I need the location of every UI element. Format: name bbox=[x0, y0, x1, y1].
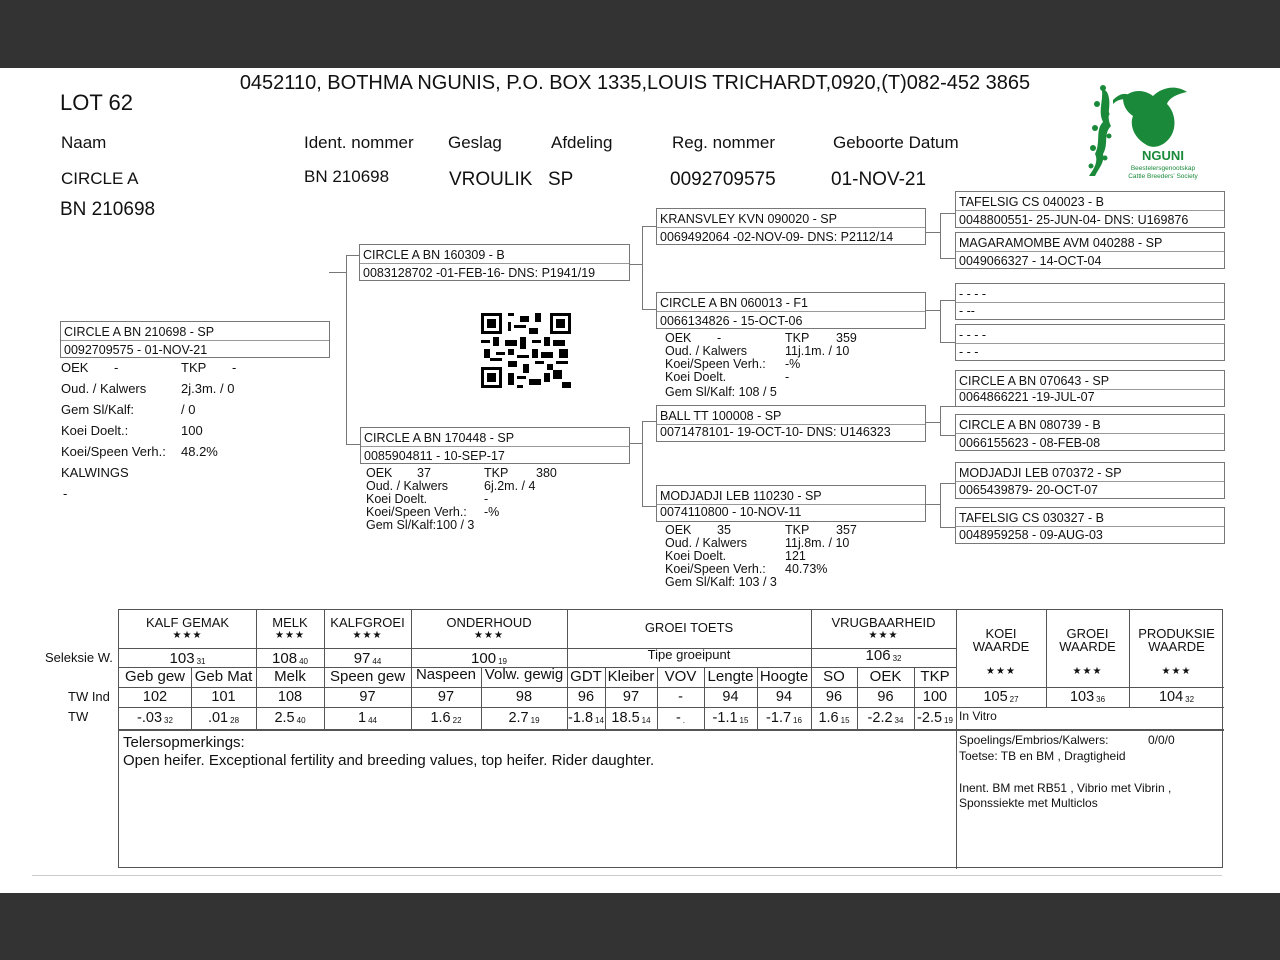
logo-name: NGUNI bbox=[1142, 148, 1184, 163]
stars-icon: ★★★ bbox=[986, 666, 1016, 677]
accuracy: 19 bbox=[498, 657, 507, 666]
dam-oud-label: Oud. / Kalwers bbox=[366, 479, 448, 493]
sd-doelt-label: Koei Doelt. bbox=[665, 370, 727, 384]
stars-icon: ★★★ bbox=[275, 630, 305, 641]
twind-cell: 96 bbox=[877, 689, 894, 705]
sire-dam-line2: 0066134826 - 15-OCT-06 bbox=[660, 314, 803, 328]
value: 1.6 bbox=[818, 710, 839, 726]
value: 2.7 bbox=[508, 710, 529, 726]
accuracy: 40 bbox=[299, 657, 308, 666]
twind-cell: 96 bbox=[577, 689, 595, 705]
tw-cell bbox=[119, 710, 191, 726]
row-label-seleksie: Seleksie W. bbox=[45, 650, 113, 665]
accuracy: 19 bbox=[530, 716, 540, 725]
gen3-line2: 0066155623 - 08-FEB-08 bbox=[959, 436, 1101, 450]
subject-tkp-label: TKP bbox=[181, 360, 207, 375]
accuracy: 32 bbox=[164, 716, 173, 725]
dam-box bbox=[360, 427, 630, 464]
subheader-vov: VOV bbox=[664, 668, 697, 685]
gen3-box-4 bbox=[955, 324, 1225, 361]
subject-verh-label: Koei/Speen Verh.: bbox=[61, 444, 166, 459]
group-name: KALF GEMAK bbox=[145, 615, 230, 630]
animal-ident: BN 210698 bbox=[304, 167, 390, 186]
subject-gem-label: Gem Sl/Kalf: bbox=[61, 402, 134, 417]
dd-verh-label: Koei/Speen Verh.: bbox=[665, 562, 766, 576]
dam-dam-box bbox=[656, 485, 926, 522]
subject-gem-value: / 0 bbox=[181, 402, 196, 417]
tw-cell bbox=[657, 710, 704, 726]
subheader-oek: OEK bbox=[869, 668, 902, 685]
dam-dam-line2: 0074110800 - 10-NOV-11 bbox=[660, 505, 802, 519]
dam-sire-line2: 0071478101- 19-OCT-10- DNS: U146323 bbox=[660, 425, 891, 439]
qr-code-icon bbox=[481, 313, 571, 388]
tw-cell bbox=[914, 710, 956, 726]
subject-line2: 0092709575 - 01-NOV-21 bbox=[64, 343, 208, 357]
sire-sire-line1: KRANSVLEY KVN 090020 - SP bbox=[660, 212, 837, 226]
gen3-line1: MODJADJI LEB 070372 - SP bbox=[959, 466, 1122, 480]
dam-verh-value: -% bbox=[484, 505, 500, 519]
spoelings-value: 0/0/0 bbox=[1148, 733, 1175, 747]
stars-icon: ★★★ bbox=[1161, 666, 1192, 677]
subheader-volw-gewig: Volw. gewig bbox=[484, 666, 564, 683]
subject-box bbox=[60, 321, 330, 358]
twind-cell: 98 bbox=[515, 689, 533, 705]
header-reg: Reg. nommer bbox=[672, 133, 775, 152]
value: 18.5 bbox=[611, 710, 640, 726]
stars-icon: ★★★ bbox=[868, 630, 899, 641]
subject-oud-label: Oud. / Kalwers bbox=[61, 381, 147, 396]
group-vrugbaarheid bbox=[811, 616, 956, 642]
breeding-values-table bbox=[118, 609, 1223, 868]
tw-cell bbox=[324, 710, 411, 726]
twind-cell: - bbox=[678, 689, 683, 705]
dd-oud-label: Oud. / Kalwers bbox=[665, 536, 747, 550]
accuracy: 44 bbox=[372, 657, 382, 666]
sire-dam-line1: CIRCLE A BN 060013 - F1 bbox=[660, 296, 808, 310]
dam-oek-value: 37 bbox=[417, 466, 431, 480]
spoelings-label: Spoelings/Embrios/Kalwers: bbox=[959, 733, 1109, 747]
lot-number: LOT 62 bbox=[60, 90, 133, 115]
subheader-melk: Melk bbox=[274, 668, 306, 685]
gen3-line1: TAFELSIG CS 030327 - B bbox=[959, 511, 1104, 525]
header-afdeling: Afdeling bbox=[551, 133, 613, 152]
stars-icon: ★★★ bbox=[352, 630, 383, 641]
dam-sire-box bbox=[656, 405, 926, 442]
waarde-name: GROEI WAARDE bbox=[1059, 626, 1116, 654]
accuracy: 15 bbox=[840, 716, 850, 725]
accuracy: 44 bbox=[368, 716, 377, 725]
gen3-box-1 bbox=[955, 191, 1225, 228]
accuracy: 15 bbox=[739, 716, 749, 725]
subject-verh-value: 48.2% bbox=[181, 444, 218, 459]
accuracy: 40 bbox=[296, 716, 306, 725]
gen3-line1: TAFELSIG CS 040023 - B bbox=[959, 195, 1104, 209]
twind-cell: 94 bbox=[722, 689, 739, 705]
remarks-text: Open heifer. Exceptional fertility and breeding values, top heifer. Rider daughter. bbox=[123, 752, 655, 769]
gen3-line1: CIRCLE A BN 080739 - B bbox=[959, 418, 1101, 432]
dam-doelt-value: - bbox=[484, 492, 489, 506]
toetse-text: Toetse: TB en BM , Dragtigheid bbox=[959, 749, 1126, 763]
sd-oud-value: 11j.1m. / 10 bbox=[785, 344, 850, 358]
group-onderhoud bbox=[411, 616, 567, 642]
tw-cell bbox=[411, 710, 481, 726]
value: .01 bbox=[207, 710, 229, 726]
subject-doelt-value: 100 bbox=[181, 423, 203, 438]
sire-line1: CIRCLE A BN 160309 - B bbox=[363, 248, 505, 262]
value: 1 bbox=[358, 710, 367, 726]
gen3-line2: - - - bbox=[959, 345, 979, 359]
accuracy: 28 bbox=[230, 716, 240, 725]
value: -1.7 bbox=[766, 710, 792, 726]
value: 100 bbox=[471, 650, 497, 667]
gen3-line2: - -- bbox=[959, 304, 975, 318]
subheader-geb-mat: Geb Mat bbox=[194, 668, 253, 685]
owner-details: 0452110, BOTHMA NGUNIS, P.O. BOX 1335,LOUIS TRICHARDT,0920,(T)082-452 3865 bbox=[239, 72, 1031, 94]
dam-verh-label: Koei/Speen Verh.: bbox=[366, 505, 467, 519]
subject-oud-value: 2j.3m. / 0 bbox=[181, 381, 235, 396]
seleksie-kalf-gemak bbox=[119, 650, 256, 667]
sd-verh-label: Koei/Speen Verh.: bbox=[665, 357, 766, 371]
koei-waarde-value bbox=[956, 689, 1046, 705]
subheader-geb-gew: Geb gew bbox=[124, 668, 186, 685]
tw-cell bbox=[857, 710, 914, 726]
sire-box bbox=[359, 244, 630, 281]
subheader-lengte: Lengte bbox=[707, 668, 754, 685]
tw-cell bbox=[256, 710, 324, 726]
logo-sub2: Cattle Breeders' Society bbox=[1128, 173, 1198, 180]
gen3-line1: MAGARAMOMBE AVM 040288 - SP bbox=[959, 236, 1163, 250]
row-label-twind: TW Ind bbox=[68, 689, 110, 704]
stars-icon: ★★★ bbox=[172, 630, 203, 641]
animal-geslag: VROULIK bbox=[449, 169, 533, 190]
value: - bbox=[675, 710, 681, 726]
value: -1.1 bbox=[712, 710, 738, 726]
header-ident: Ident. nommer bbox=[304, 133, 414, 152]
subheader-kleiber: Kleiber bbox=[607, 668, 655, 685]
seleksie-groei-toets: Tipe groeipunt bbox=[647, 647, 731, 662]
subject-oek-value: - bbox=[114, 360, 119, 375]
group-melk bbox=[256, 616, 324, 642]
tw-cell bbox=[191, 710, 256, 726]
header-naam: Naam bbox=[61, 133, 107, 152]
twind-cell: 97 bbox=[359, 689, 376, 705]
animal-geboorte: 01-NOV-21 bbox=[831, 169, 927, 190]
value: 103 bbox=[1069, 689, 1095, 705]
dd-gem: Gem Sl/Kalf: 103 / 3 bbox=[665, 575, 777, 589]
subheader-speen-gew: Speen gew bbox=[329, 668, 406, 685]
logo-sub1: Beestelersgenootskap bbox=[1130, 165, 1196, 172]
koei-waarde-header bbox=[956, 627, 1046, 678]
twind-cell: 94 bbox=[775, 689, 793, 705]
gen3-box-6 bbox=[955, 414, 1225, 451]
twind-cell: 102 bbox=[142, 689, 168, 705]
accuracy: 16 bbox=[793, 716, 802, 725]
animal-reg: 0092709575 bbox=[670, 169, 776, 190]
group-kalf-gemak bbox=[119, 616, 256, 642]
twind-cell: 101 bbox=[211, 689, 236, 705]
sd-tkp-label: TKP bbox=[785, 331, 810, 345]
value: 106 bbox=[865, 647, 891, 664]
nguni-bull-icon bbox=[1083, 78, 1203, 183]
dam-dam-stats bbox=[665, 524, 865, 589]
group-name: GROEI TOETS bbox=[644, 620, 734, 635]
header-geslag: Geslag bbox=[448, 133, 502, 152]
twind-cell: 97 bbox=[437, 689, 455, 705]
produksie-waarde-value bbox=[1129, 689, 1224, 705]
accuracy: 14 bbox=[595, 716, 604, 725]
gen3-line1: - - - - bbox=[959, 287, 987, 301]
accuracy: 27 bbox=[1009, 695, 1019, 704]
twind-cell: 100 bbox=[922, 689, 948, 705]
tw-cell bbox=[757, 710, 811, 726]
dd-verh-value: 40.73% bbox=[785, 562, 828, 576]
value: -2.5 bbox=[917, 710, 943, 726]
nguni-logo bbox=[1083, 78, 1203, 183]
dam-oek-label: OEK bbox=[366, 466, 393, 480]
value: -.03 bbox=[137, 710, 163, 726]
sire-sire-line2: 0069492064 -02-NOV-09- DNS: P2112/14 bbox=[660, 230, 894, 244]
group-name: MELK bbox=[272, 615, 308, 630]
subject-oek-label: OEK bbox=[61, 360, 89, 375]
dam-stats bbox=[366, 467, 566, 532]
dd-doelt-label: Koei Doelt. bbox=[665, 549, 727, 563]
sire-dam-stats bbox=[665, 332, 865, 399]
group-kalfgroei bbox=[324, 616, 411, 642]
animal-naam: CIRCLE A bbox=[61, 169, 139, 188]
gen3-box-7 bbox=[955, 462, 1225, 499]
accuracy: 22 bbox=[452, 716, 462, 725]
inent-line2: Sponssiekte met Multiclos bbox=[959, 796, 1098, 810]
footer-divider bbox=[32, 875, 1222, 876]
subheader-naspeen: Naspeen bbox=[415, 666, 477, 683]
sd-gem: Gem Sl/Kalf: 108 / 5 bbox=[665, 385, 777, 399]
inent-line1: Inent. BM met RB51 , Vibrio met Vibrin , bbox=[959, 781, 1172, 795]
subheader-gdt: GDT bbox=[570, 668, 602, 685]
dd-tkp-label: TKP bbox=[785, 523, 810, 537]
accuracy: . bbox=[682, 716, 686, 725]
gen3-line2: 0065439879- 20-OCT-07 bbox=[959, 483, 1098, 497]
seleksie-vrugbaarheid bbox=[811, 647, 956, 664]
gen3-line1: - - - - bbox=[959, 328, 987, 342]
subject-kalwings-value: - bbox=[63, 486, 68, 501]
subject-tkp-value: - bbox=[232, 360, 237, 375]
accuracy: 36 bbox=[1096, 695, 1106, 704]
sd-verh-value: -% bbox=[785, 357, 801, 371]
waarde-name: PRODUKSIE WAARDE bbox=[1138, 626, 1215, 654]
gen3-box-5 bbox=[955, 370, 1225, 407]
dd-doelt-value: 121 bbox=[785, 549, 806, 563]
sd-doelt-value: - bbox=[785, 370, 790, 384]
subheader-so: SO bbox=[823, 668, 845, 685]
value: 105 bbox=[983, 689, 1008, 705]
dam-tkp-value: 380 bbox=[536, 466, 557, 480]
twind-cell: 97 bbox=[622, 689, 640, 705]
dam-dam-line1: MODJADJI LEB 110230 - SP bbox=[660, 489, 822, 503]
produksie-waarde-header bbox=[1129, 627, 1224, 678]
twind-cell: 96 bbox=[825, 689, 843, 705]
dd-oek-value: 35 bbox=[717, 523, 731, 537]
dd-oud-value: 11j.8m. / 10 bbox=[785, 536, 850, 550]
tw-cell bbox=[704, 710, 757, 726]
group-name: VRUGBAARHEID bbox=[831, 615, 936, 630]
seleksie-onderhoud bbox=[411, 650, 567, 667]
dam-tkp-label: TKP bbox=[484, 466, 509, 480]
stars-icon: ★★★ bbox=[474, 630, 504, 641]
twind-cell: 108 bbox=[277, 689, 303, 705]
sire-line2: 0083128702 -01-FEB-16- DNS: P1941/19 bbox=[363, 266, 596, 280]
accuracy: 14 bbox=[641, 716, 651, 725]
row-label-tw: TW bbox=[68, 709, 89, 724]
gen3-line2: 0048800551- 25-JUN-04- DNS: U169876 bbox=[959, 213, 1189, 227]
accuracy: 32 bbox=[892, 654, 902, 663]
group-name: ONDERHOUD bbox=[446, 615, 532, 630]
stars-icon: ★★★ bbox=[1072, 666, 1103, 677]
value: 2.5 bbox=[274, 710, 295, 726]
subject-line1: CIRCLE A BN 210698 - SP bbox=[64, 325, 215, 339]
gen3-line2: 0049066327 - 14-OCT-04 bbox=[959, 254, 1102, 268]
dam-doelt-label: Koei Doelt. bbox=[366, 492, 428, 506]
dd-oek-label: OEK bbox=[665, 523, 692, 537]
sd-oek-value: - bbox=[717, 331, 722, 345]
value: 97 bbox=[353, 650, 371, 667]
groei-waarde-header bbox=[1046, 627, 1129, 678]
dd-tkp-value: 357 bbox=[836, 523, 857, 537]
waarde-name: KOEI WAARDE bbox=[972, 626, 1030, 654]
tw-cell bbox=[811, 710, 857, 726]
dam-line2: 0085904811 - 10-SEP-17 bbox=[364, 449, 505, 463]
gen3-line2: 0064866221 -19-JUL-07 bbox=[959, 390, 1095, 404]
value: 103 bbox=[169, 650, 195, 667]
sire-dam-box bbox=[656, 292, 926, 329]
animal-afdeling: SP bbox=[548, 169, 574, 190]
in-vitro-label: In Vitro bbox=[959, 709, 997, 723]
dam-line1: CIRCLE A BN 170448 - SP bbox=[364, 431, 515, 445]
groei-waarde-value bbox=[1046, 689, 1129, 705]
tw-cell bbox=[567, 710, 605, 726]
value: -1.8 bbox=[568, 710, 594, 726]
sd-tkp-value: 359 bbox=[836, 331, 857, 345]
sd-oek-label: OEK bbox=[665, 331, 692, 345]
value: -2.2 bbox=[867, 710, 893, 726]
tw-cell bbox=[605, 710, 657, 726]
gen3-line1: CIRCLE A BN 070643 - SP bbox=[959, 374, 1110, 388]
gen3-box-8 bbox=[955, 507, 1225, 544]
subheader-tkp: TKP bbox=[920, 668, 950, 685]
dam-gem: Gem Sl/Kalf:100 / 3 bbox=[366, 518, 475, 532]
tw-cell bbox=[481, 710, 567, 726]
sire-sire-box bbox=[656, 208, 926, 245]
gen3-box-2 bbox=[955, 232, 1225, 269]
seleksie-kalfgroei bbox=[324, 650, 411, 667]
value: 1.6 bbox=[430, 710, 451, 726]
gen3-box-3 bbox=[955, 283, 1225, 320]
seleksie-melk bbox=[256, 650, 324, 667]
accuracy: 31 bbox=[196, 657, 206, 666]
accuracy: 34 bbox=[894, 716, 904, 725]
sale-catalog-page bbox=[0, 68, 1280, 893]
accuracy: 32 bbox=[1185, 695, 1195, 704]
group-groei-toets bbox=[567, 621, 811, 634]
subheader-hoogte: Hoogte bbox=[759, 668, 809, 685]
dam-oud-value: 6j.2m. / 4 bbox=[484, 479, 536, 493]
group-name: KALFGROEI bbox=[330, 615, 405, 630]
accuracy: 19 bbox=[944, 716, 953, 725]
gen3-line2: 0048959258 - 09-AUG-03 bbox=[959, 528, 1103, 542]
remarks-label: Telersopmerkings: bbox=[123, 734, 245, 751]
qr-code bbox=[481, 313, 571, 388]
sd-oud-label: Oud. / Kalwers bbox=[665, 344, 747, 358]
animal-bn: BN 210698 bbox=[60, 199, 156, 220]
value: 108 bbox=[272, 650, 298, 667]
value: 104 bbox=[1158, 689, 1184, 705]
dam-sire-line1: BALL TT 100008 - SP bbox=[660, 409, 782, 423]
subject-kalwings-label: KALWINGS bbox=[61, 465, 129, 480]
header-geboorte: Geboorte Datum bbox=[833, 133, 959, 152]
subject-doelt-label: Koei Doelt.: bbox=[61, 423, 129, 438]
